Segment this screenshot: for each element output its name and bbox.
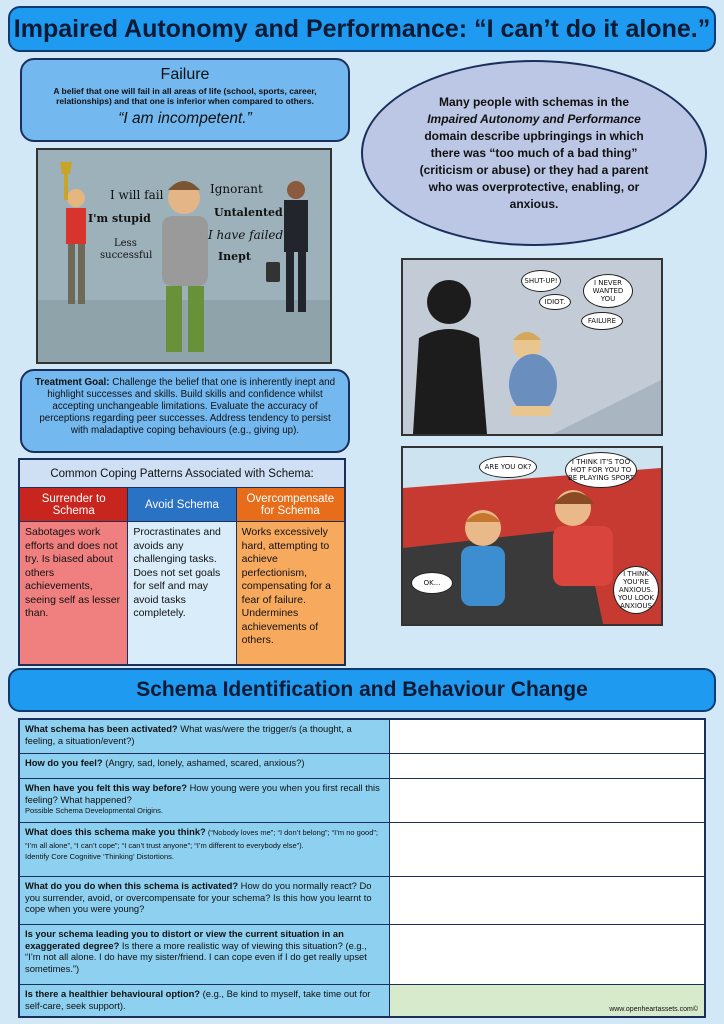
worksheet-question: How do you feel? (Angry, sad, lonely, ashamed, scared, anxious?): [20, 754, 390, 778]
worksheet-row: [20, 925, 704, 985]
worksheet-answer-field[interactable]: [390, 720, 704, 753]
coping-column-title: Overcompensate for Schema: [237, 488, 344, 522]
worksheet-answer-field[interactable]: [390, 779, 704, 822]
worksheet-table: [18, 718, 706, 1018]
coping-column-title: Avoid Schema: [128, 488, 235, 522]
worksheet-question: Is there a healthier behavioural option? (e.g., Be kind to myself, take time out for self-care, seek support).: [20, 985, 390, 1016]
coping-column-body: Procrastinates and avoids any challenging tasks. Does not set goals for self and may avoid tasks completely.: [128, 522, 235, 664]
worksheet-row: [20, 779, 704, 823]
bubble-idiot: IDIOT.: [539, 294, 571, 310]
caption-successful: successful: [100, 250, 153, 261]
caption-less: Less: [114, 238, 137, 249]
worksheet-answer-field[interactable]: [390, 877, 704, 924]
treatment-goal-box: [20, 369, 350, 453]
worksheet-row: [20, 754, 704, 779]
failure-quote: “I am incompetent.”: [118, 110, 252, 127]
coping-column-body: Sabotages work efforts and does not try. Is biased about others achievements, seeing self as lesser than.: [20, 522, 127, 664]
worksheet-question: When have you felt this way before? How young were you when you first recall this feeling? What happened? Possible Schema Developmental Origins.: [20, 779, 390, 822]
shadow-parent-illustration: [401, 258, 663, 436]
worksheet-answer-field[interactable]: [390, 985, 704, 1016]
coping-column-title: Surrender to Schema: [20, 488, 127, 522]
caption-ignorant: Ignorant: [210, 182, 263, 196]
coping-column-overcompensate: [237, 488, 344, 664]
coping-column-body: Works excessively hard, attempting to achieve perfectionism, compensating for a fear of failure. Undermines achievements of others.: [237, 522, 344, 664]
bubble-never-wanted: I NEVER WANTED YOU: [583, 274, 633, 308]
worksheet-question: What does this schema make you think? (“Nobody loves me”; “I don’t belong”; “I’m no good”; “I’m all alone”, “I can’t cope”; “I can’t trust anyone”; “I’m different to everybody else”). Identify Core Cognitive ‘Thinking’ Distortions.: [20, 823, 390, 876]
illustration-figures: [38, 150, 330, 362]
failure-definition-box: [20, 58, 350, 142]
failure-title: Failure: [160, 66, 210, 83]
treatment-goal-label: Treatment Goal:: [34, 377, 110, 388]
anxious-parent-illustration: [401, 446, 663, 626]
caption-untalented: Untalented: [214, 206, 283, 219]
coping-header: Common Coping Patterns Associated with Schema:: [20, 460, 344, 488]
bubble-anxious: I THINK YOU'RE ANXIOUS. YOU LOOK ANXIOUS: [613, 566, 659, 614]
worksheet-answer-field[interactable]: [390, 754, 704, 778]
coping-column-surrender: [20, 488, 128, 664]
page-title: Impaired Autonomy and Performance: “I can’t do it alone.”: [8, 6, 716, 52]
bubble-too-hot: I THINK IT'S TOO HOT FOR YOU TO BE PLAYING SPORT: [565, 452, 637, 488]
failure-illustration: [36, 148, 332, 364]
bubble-failure: FAILURE: [581, 312, 623, 330]
caption-im-stupid: I'm stupid: [88, 212, 151, 225]
caption-i-have-failed: I have failed: [208, 228, 284, 242]
worksheet-question: Is your schema leading you to distort or view the current situation in an exaggerated degree? Is there a more realistic way of viewing this situation? (e.g., “I’m not all alone. I do have my sister/friend. I can cope even if I do get really upset sometimes.”): [20, 925, 390, 984]
coping-patterns-table: [18, 458, 346, 666]
worksheet-row: [20, 823, 704, 877]
worksheet-answer-field[interactable]: [390, 925, 704, 984]
intro-emphasis: Impaired Autonomy and Performance: [427, 111, 641, 126]
section-title: Schema Identification and Behaviour Change: [8, 668, 716, 712]
worksheet-question: What do you do when this schema is activated? How do you normally react? Do you surrender, avoid, or overcompensate for your schema? Is this how you learnt to cope when you were young?: [20, 877, 390, 924]
worksheet-row: [20, 877, 704, 925]
failure-description: A belief that one will fail in all areas of life (school, sports, career, relationships) and that one is inferior when compared to others.: [53, 86, 317, 106]
worksheet-row: [20, 720, 704, 754]
credit-text: www.openheartassets.com©: [609, 1006, 698, 1013]
bubble-are-you-ok: ARE YOU OK?: [479, 456, 537, 478]
caption-i-will-fail: I will fail: [110, 188, 164, 202]
coping-column-avoid: [128, 488, 236, 664]
caption-inept: Inept: [218, 250, 251, 263]
bubble-ok: OK...: [411, 572, 453, 594]
treatment-goal-text: Challenge the belief that one is inherently inept and highlight successes and skills. Build skills and confidence whilst accepting unchangeable limitations. Evaluate the accuracy of perceptions regarding peer successes. Address tendency to persist with maladaptive coping behaviours (e.g., giving up).: [39, 377, 336, 436]
worksheet-row: [20, 985, 704, 1016]
worksheet-question: What schema has been activated? What was/were the trigger/s (a thought, a feeling, a situation/event?): [20, 720, 390, 753]
intro-oval: [361, 60, 707, 246]
worksheet-answer-field[interactable]: [390, 823, 704, 876]
intro-text: Many people with schemas in the Impaired Autonomy and Performance domain describe upbringings in which there was “too much of a bad thing” (criticism or abuse) or they had a parent who was overprotective, enabling, or anxious.: [419, 94, 649, 211]
bubble-shut-up: SHUT-UP!: [521, 270, 561, 292]
